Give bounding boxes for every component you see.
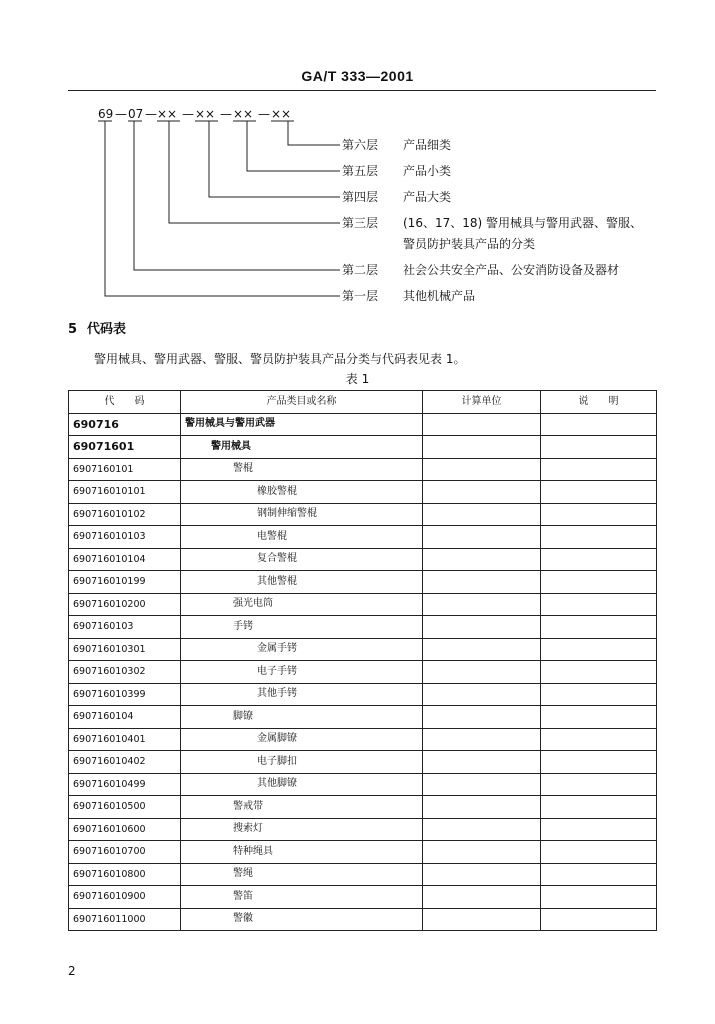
name-cell: 金属脚镣 [181, 728, 423, 751]
name-cell: 警用械具 [181, 436, 423, 459]
table-row [69, 683, 657, 706]
name-cell: 金属手铐 [181, 638, 423, 661]
code-cell: 690716010399 [69, 683, 181, 706]
code-cell: 690716010101 [69, 481, 181, 504]
code-cell: 6907160101 [69, 458, 181, 481]
table-row [69, 886, 657, 909]
unit-cell [423, 706, 541, 729]
unit-cell [423, 526, 541, 549]
unit-cell [423, 413, 541, 436]
table-row [69, 908, 657, 931]
unit-cell [423, 638, 541, 661]
note-cell [541, 841, 657, 864]
name-cell: 警棍 [181, 458, 423, 481]
name-cell: 特种绳具 [181, 841, 423, 864]
unit-cell [423, 728, 541, 751]
note-cell [541, 548, 657, 571]
unit-cell [423, 683, 541, 706]
code-cell: 690716 [69, 413, 181, 436]
unit-cell [423, 616, 541, 639]
code-segment-6: ×× [271, 107, 292, 121]
unit-cell [423, 886, 541, 909]
table-row [69, 503, 657, 526]
note-cell [541, 638, 657, 661]
unit-cell [423, 818, 541, 841]
table-row [69, 458, 657, 481]
code-cell: 690716010600 [69, 818, 181, 841]
code-separator-1: — [115, 107, 127, 121]
level-2-label: 第二层 [342, 263, 379, 277]
note-cell [541, 728, 657, 751]
level-1-description: 其他机械产品 [403, 289, 476, 303]
note-cell [541, 503, 657, 526]
name-cell: 橡胶警棍 [181, 481, 423, 504]
note-cell [541, 706, 657, 729]
code-segment-4: ×× [195, 107, 216, 121]
name-cell: 警笛 [181, 886, 423, 909]
code-segment-1: 69 [98, 107, 114, 121]
unit-cell [423, 908, 541, 931]
level-3-label: 第三层 [342, 216, 379, 230]
header-unit: 计算单位 [423, 391, 541, 414]
note-cell [541, 593, 657, 616]
unit-cell [423, 593, 541, 616]
note-cell [541, 661, 657, 684]
code-cell: 69071601 [69, 436, 181, 459]
level-6-description: 产品细类 [403, 138, 452, 152]
table-row [69, 481, 657, 504]
standard-code-header: GA/T 333—2001 [301, 68, 414, 84]
section-title: 代码表 [87, 322, 127, 337]
table-row [69, 436, 657, 459]
code-separator-2: — [145, 107, 157, 121]
code-segment-5: ×× [233, 107, 254, 121]
code-cell: 690716010402 [69, 751, 181, 774]
note-cell [541, 571, 657, 594]
header-name: 产品类目或名称 [181, 391, 423, 414]
table-row [69, 841, 657, 864]
unit-cell [423, 481, 541, 504]
table-row [69, 593, 657, 616]
level-3-description: (16、17、18) 警用械具与警用武器、警服、 [403, 216, 642, 230]
code-structure-diagram [0, 0, 715, 315]
page-number: 2 [68, 964, 76, 978]
table-row [69, 706, 657, 729]
code-separator-4: — [220, 107, 232, 121]
name-cell: 其他手铐 [181, 683, 423, 706]
code-cell: 690716010800 [69, 863, 181, 886]
section-heading [68, 318, 126, 337]
intro-paragraph: 警用械具、警用武器、警服、警员防护装具产品分类与代码表见表 1。 [94, 352, 466, 366]
level-5-label: 第五层 [342, 164, 379, 178]
code-cell: 690716010900 [69, 886, 181, 909]
unit-cell [423, 571, 541, 594]
name-cell: 手铐 [181, 616, 423, 639]
note-cell [541, 773, 657, 796]
table-row [69, 616, 657, 639]
header-code: 代 码 [69, 391, 181, 414]
table-row [69, 571, 657, 594]
unit-cell [423, 773, 541, 796]
connector-level-2 [134, 121, 340, 270]
level-connectors [105, 121, 340, 296]
name-cell: 其他警棍 [181, 571, 423, 594]
table-row [69, 751, 657, 774]
connector-level-3 [169, 121, 340, 223]
note-cell [541, 751, 657, 774]
name-cell: 脚镣 [181, 706, 423, 729]
name-cell: 搜索灯 [181, 818, 423, 841]
level-3-description-cont: 警员防护装具产品的分类 [403, 237, 536, 251]
name-cell: 电子脚扣 [181, 751, 423, 774]
code-segment-2: 07 [128, 107, 144, 121]
note-cell [541, 818, 657, 841]
code-separator-3: — [182, 107, 194, 121]
code-cell: 690716010302 [69, 661, 181, 684]
header-note: 说 明 [541, 391, 657, 414]
code-cell: 690716010199 [69, 571, 181, 594]
unit-cell [423, 548, 541, 571]
note-cell [541, 863, 657, 886]
table-row [69, 548, 657, 571]
code-segment-3: ×× [157, 107, 178, 121]
level-2-description: 社会公共安全产品、公安消防设备及器材 [403, 263, 620, 277]
unit-cell [423, 841, 541, 864]
code-cell: 690716010103 [69, 526, 181, 549]
table-row [69, 526, 657, 549]
connector-level-6 [288, 121, 340, 145]
table-caption: 表 1 [345, 372, 370, 386]
name-cell: 警徽 [181, 908, 423, 931]
code-cell: 690716010104 [69, 548, 181, 571]
table-row [69, 796, 657, 819]
code-table [68, 390, 657, 931]
table-row [69, 413, 657, 436]
code-cell: 690716010401 [69, 728, 181, 751]
unit-cell [423, 458, 541, 481]
table-header-row [69, 391, 657, 414]
code-cell: 690716010102 [69, 503, 181, 526]
name-cell: 钢制伸缩警棍 [181, 503, 423, 526]
table-row [69, 863, 657, 886]
note-cell [541, 413, 657, 436]
note-cell [541, 616, 657, 639]
unit-cell [423, 436, 541, 459]
code-cell: 690716010499 [69, 773, 181, 796]
unit-cell [423, 751, 541, 774]
name-cell: 电子手铐 [181, 661, 423, 684]
connector-level-4 [209, 121, 340, 197]
level-1-label: 第一层 [342, 289, 379, 303]
table-row [69, 661, 657, 684]
name-cell: 电警棍 [181, 526, 423, 549]
note-cell [541, 908, 657, 931]
name-cell: 警用械具与警用武器 [181, 413, 423, 436]
level-4-label: 第四层 [342, 190, 379, 204]
code-cell: 690716010500 [69, 796, 181, 819]
table-row [69, 773, 657, 796]
name-cell: 警戒带 [181, 796, 423, 819]
code-cell: 690716010301 [69, 638, 181, 661]
unit-cell [423, 863, 541, 886]
unit-cell [423, 796, 541, 819]
unit-cell [423, 661, 541, 684]
table-row [69, 728, 657, 751]
code-separator-5: — [258, 107, 270, 121]
name-cell: 其他脚镣 [181, 773, 423, 796]
note-cell [541, 526, 657, 549]
code-cell: 690716010700 [69, 841, 181, 864]
table-row [69, 638, 657, 661]
note-cell [541, 683, 657, 706]
code-cell: 690716011000 [69, 908, 181, 931]
code-cell: 690716010200 [69, 593, 181, 616]
note-cell [541, 796, 657, 819]
table-row [69, 818, 657, 841]
code-cell: 6907160104 [69, 706, 181, 729]
note-cell [541, 886, 657, 909]
unit-cell [423, 503, 541, 526]
note-cell [541, 436, 657, 459]
level-4-description: 产品大类 [403, 190, 452, 204]
name-cell: 强光电筒 [181, 593, 423, 616]
level-6-label: 第六层 [342, 138, 379, 152]
section-number: 5 [68, 322, 78, 337]
name-cell: 复合警棍 [181, 548, 423, 571]
name-cell: 警绳 [181, 863, 423, 886]
note-cell [541, 458, 657, 481]
code-cell: 6907160103 [69, 616, 181, 639]
note-cell [541, 481, 657, 504]
level-5-description: 产品小类 [403, 164, 452, 178]
connector-level-5 [247, 121, 340, 171]
